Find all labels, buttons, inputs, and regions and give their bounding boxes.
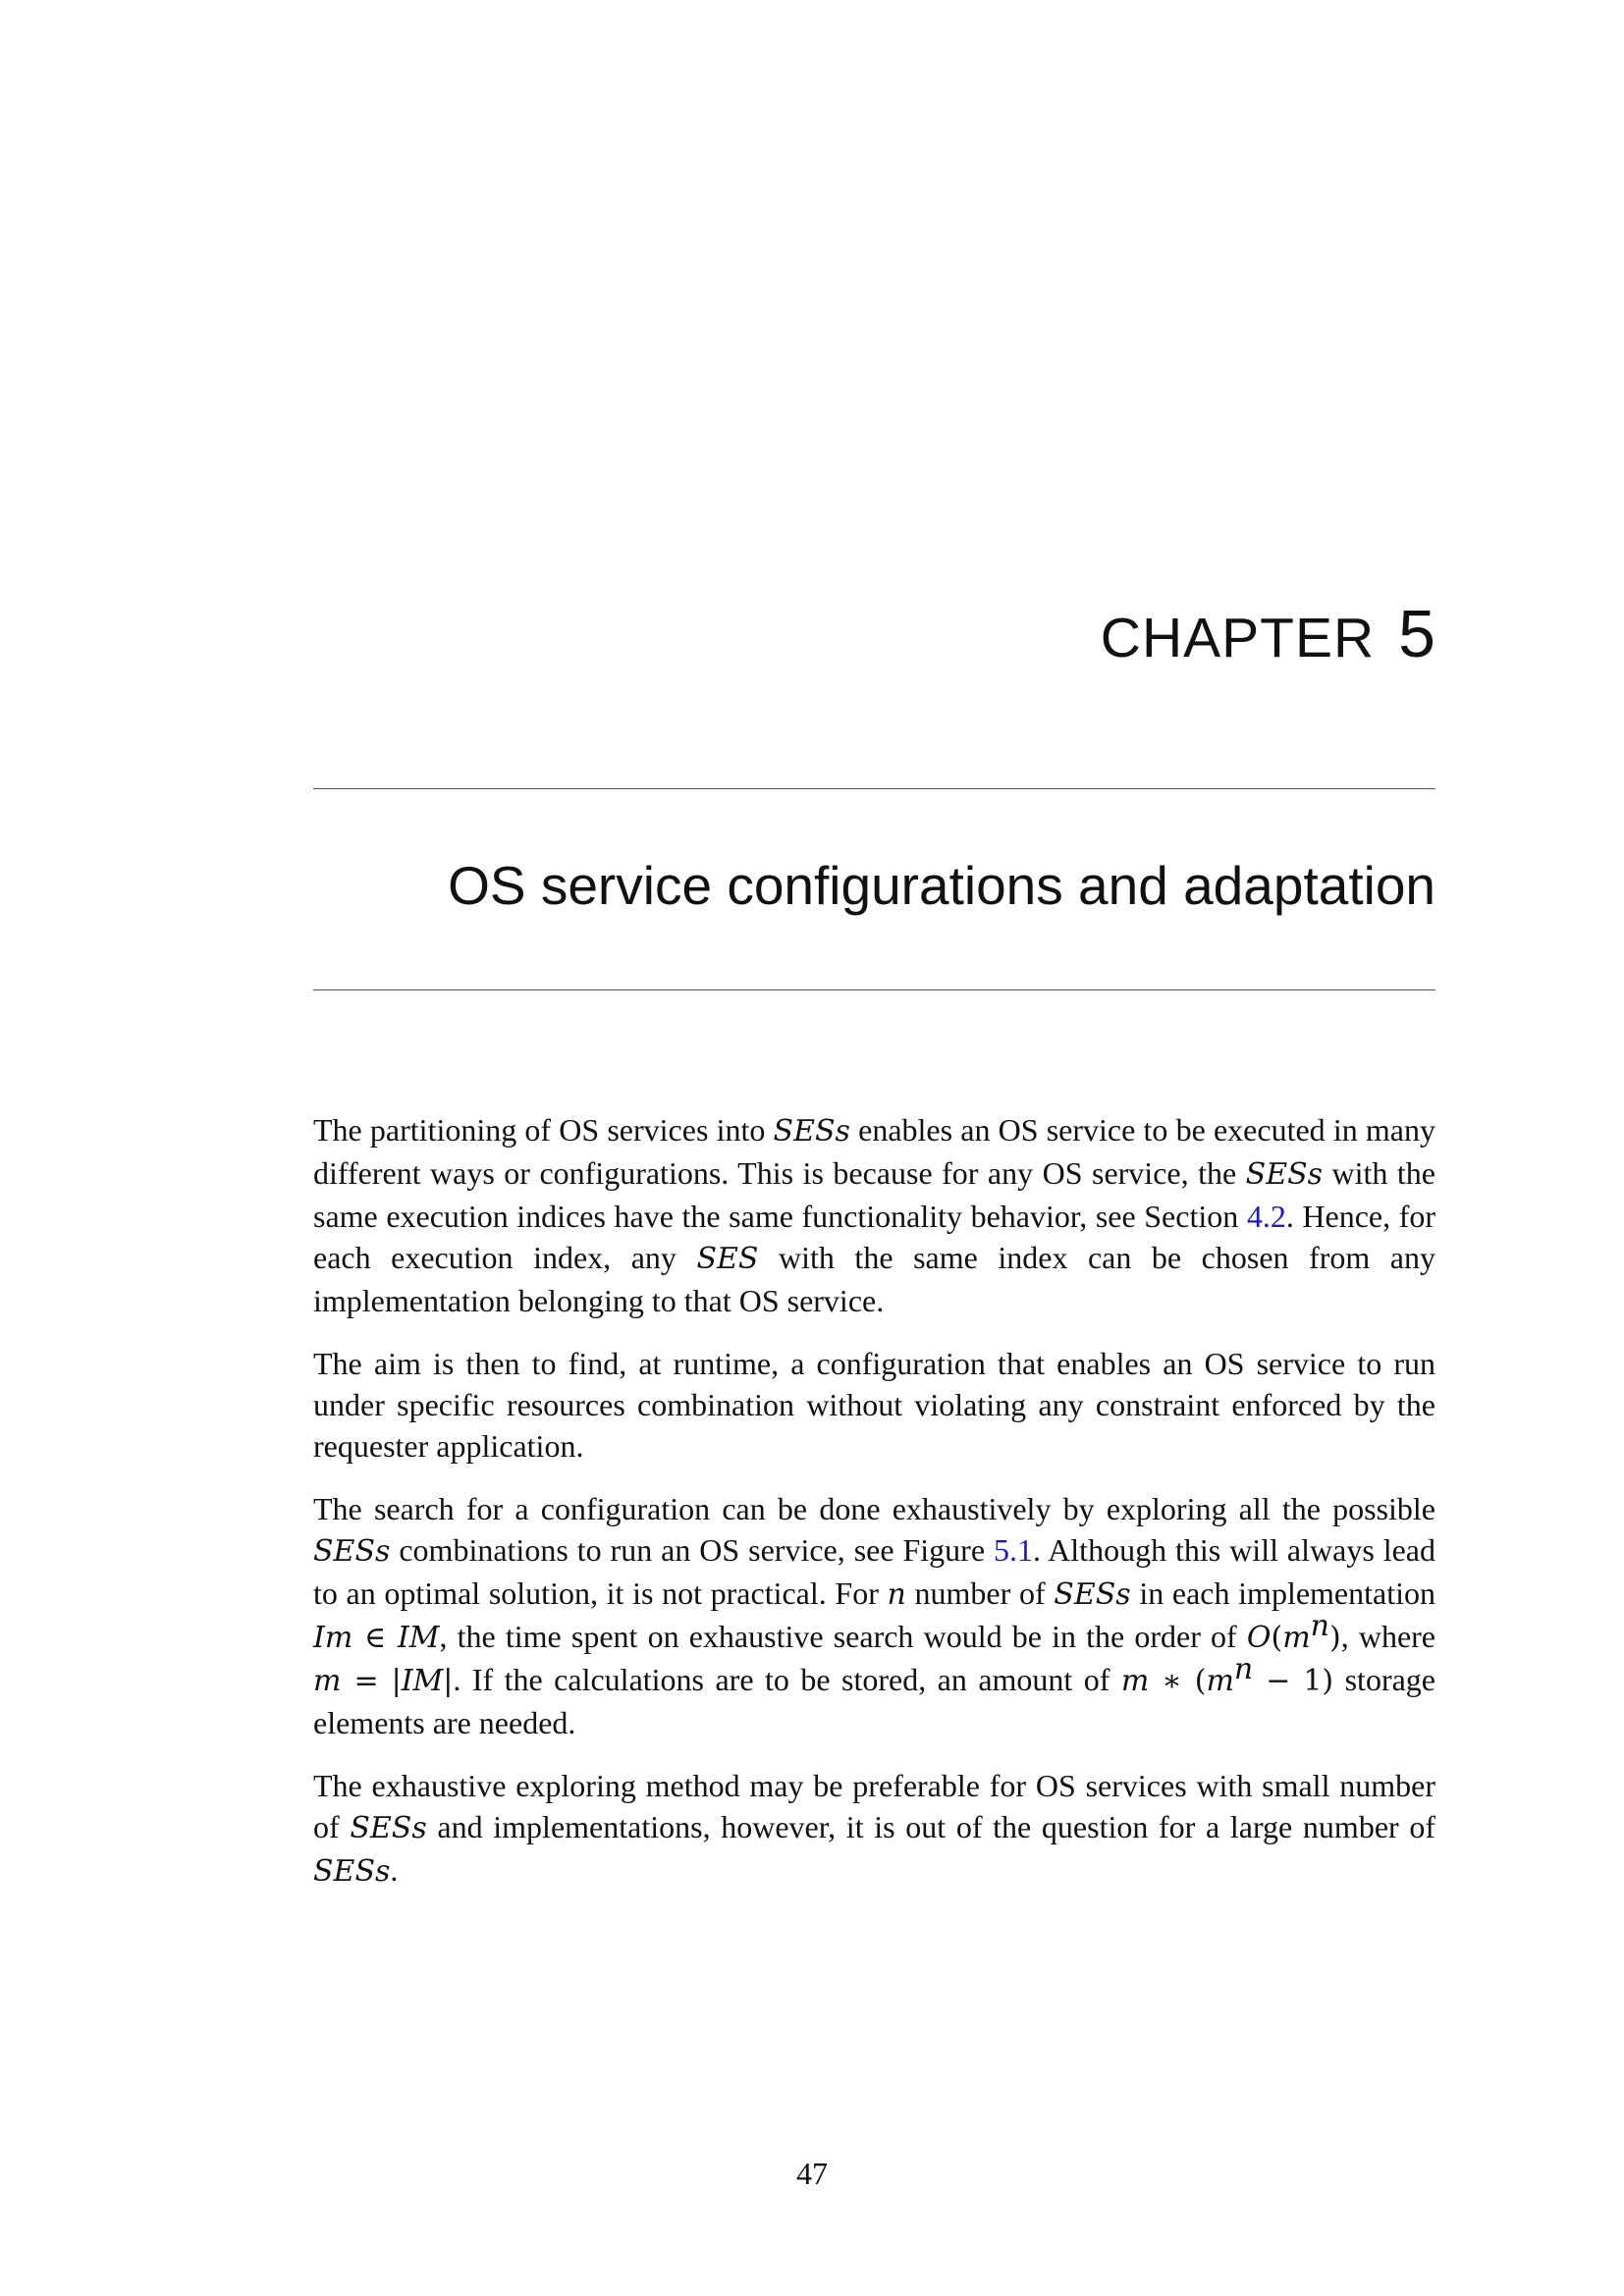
text-run: The search for a configuration can be done exhaustively by exploring all the possible: [313, 1491, 1435, 1526]
math-paren: ): [1328, 1621, 1341, 1655]
math-superscript-n: n: [1310, 1609, 1329, 1643]
text-run: . Hence, for each execution index, any: [313, 1199, 1436, 1275]
section-link[interactable]: 4.2: [1246, 1199, 1286, 1234]
paragraph-1: [313, 1109, 1435, 1321]
math-ses: SESs: [773, 1114, 850, 1148]
chapter-label: CHAPTER: [1100, 607, 1376, 669]
math-im: IM: [401, 1664, 444, 1698]
math-ses: SES: [696, 1242, 759, 1276]
body-text: [313, 1109, 1435, 1914]
math-ses: SESs: [1054, 1577, 1131, 1612]
math-m: m: [1206, 1664, 1234, 1698]
text-run: , where: [1340, 1619, 1436, 1654]
paragraph-2: [313, 1343, 1435, 1467]
math-big-o: O: [1246, 1621, 1272, 1655]
chapter-heading: [1100, 597, 1435, 671]
math-equals-abs: = |: [341, 1664, 402, 1698]
paragraph-4: [313, 1765, 1435, 1893]
text-run: The aim is then to find, at runtime, a configuration that enables an OS service to run under specific resources combination without violating any constraint enforced by the requester application.: [313, 1346, 1435, 1464]
math-abs-close: |: [443, 1664, 454, 1698]
math-superscript-n: n: [1233, 1652, 1254, 1686]
bottom-divider: [313, 989, 1435, 990]
paragraph-3: [313, 1488, 1435, 1743]
text-run: .: [390, 1852, 399, 1888]
text-run: combinations to run an OS service, see Figure: [390, 1532, 994, 1568]
text-run: storage elements are needed.: [313, 1662, 1436, 1740]
math-minus-one: − 1): [1253, 1664, 1334, 1698]
math-ses: SESs: [313, 1534, 391, 1569]
math-ses: SESs: [313, 1854, 391, 1889]
top-divider: [313, 788, 1435, 789]
chapter-title: OS service configurations and adaptation: [448, 855, 1435, 916]
page-number: 47: [796, 2156, 828, 2191]
text-run: , the time spent on exhaustive search would be in the order of: [439, 1619, 1247, 1654]
text-run: The exhaustive exploring method may be preferable for OS services with small number of: [313, 1768, 1435, 1844]
math-ses: SESs: [350, 1811, 427, 1845]
math-im-in-im: Im ∈ IM: [313, 1621, 440, 1655]
text-run: number of: [905, 1575, 1055, 1611]
math-ses: SESs: [1245, 1157, 1324, 1192]
text-run: with the same index can be chosen from any implementation belonging to that OS service.: [313, 1240, 1436, 1318]
chapter-number: 5: [1398, 597, 1435, 671]
math-m: m: [313, 1664, 342, 1698]
text-run: . Although this will always lead to an optimal solution, it is not practical. For: [313, 1532, 1436, 1611]
text-run: in each implementation: [1130, 1575, 1436, 1611]
text-run: and implementations, however, it is out of the question for a large number of: [426, 1809, 1436, 1844]
figure-link[interactable]: 5.1: [994, 1532, 1033, 1568]
text-run: The partitioning of OS services into: [313, 1112, 774, 1148]
math-n: n: [887, 1577, 906, 1612]
math-times: ∗ (: [1149, 1664, 1207, 1698]
math-m: m: [1282, 1621, 1311, 1655]
text-run: enables an OS service to be executed in many different ways or configurations. This is because for any OS service, the: [313, 1112, 1436, 1191]
text-run: . If the calculations are to be stored, an amount of: [453, 1662, 1121, 1697]
text-run: with the same execution indices have the same functionality behavior, see Section: [313, 1155, 1436, 1234]
math-paren: (: [1271, 1621, 1283, 1655]
math-m: m: [1120, 1664, 1150, 1698]
